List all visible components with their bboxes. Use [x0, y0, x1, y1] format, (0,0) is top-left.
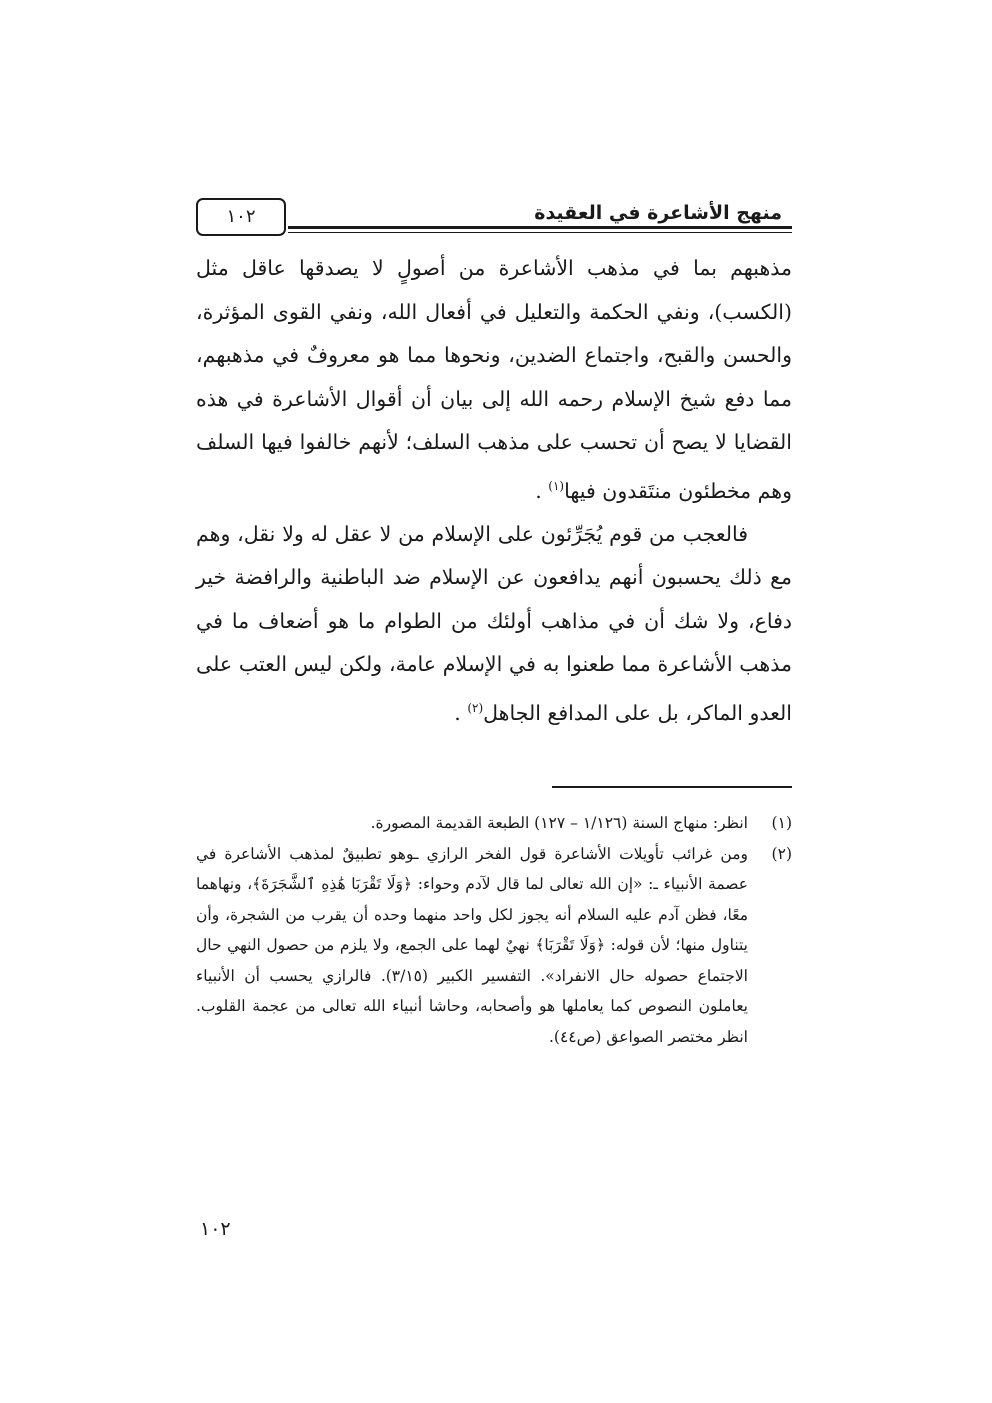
paragraph-1: [196, 247, 792, 513]
book-title: منهج الأشاعرة في العقيدة: [534, 202, 782, 224]
footnote-2: [196, 839, 792, 1053]
paragraph-2: [196, 513, 792, 735]
footnote-ref-2: (٢): [467, 700, 484, 715]
running-header: [196, 196, 792, 240]
header-rule-thin: [288, 232, 792, 233]
paragraph-1-end: .: [535, 478, 542, 503]
paragraph-2-text: فالعجب من قوم يُجَرِّئون على الإسلام من لا عقل له ولا نقل، وهم مع ذلك يحسبون أنهم يدافعون عن الإسلام ضد الباطنية والرافضة خير دفاع، ولا شك أن في مذاهب أولئك من الطوام ما هو أضعاف ما في مذهب الأشاعرة مما طعنوا به في الإسلام عامة، ولكن ليس العتب على العدو الماكر، بل على المدافع الجاهل: [196, 521, 792, 725]
footer-page-number: ١٠٢: [200, 1218, 231, 1240]
footnotes: [196, 808, 792, 1052]
footnote-ref-1: (١): [548, 478, 565, 493]
footnote-2-text: ومن غرائب تأويلات الأشاعرة قول الفخر الرازي ـوهو تطبيقٌ لمذهب الأشاعرة في عصمة الأنبياء ـ: «إن الله تعالى لما قال لآدم وحواء: ﴿وَلَا تَقْرَبَا هَٰذِهِ ٱلشَّجَرَةَ﴾، ونهاهما معًا، فظن آدم عليه السلام أنه يجوز لكل واحد منهما وحده أن يقرب من الشجرة، وأن يتناول منها؛ لأن قوله: ﴿وَلَا تَقْرَبَا﴾ نهيٌ لهما على الجمع، ولا يلزم من حصول النهي حال الاجتماع حصوله حال الانفراد». التفسير الكبير (٣/١٥). فالرازي يحسب أن الأنبياء يعاملون النصوص كما يعاملها هو وأصحابه، وحاشا أنبياء الله تعالى من عجمة القلوب. انظر مختصر الصواعق (ص٤٤).: [196, 844, 748, 1046]
header-page-number: ١٠٢: [196, 198, 286, 236]
footnote-2-number: (٢): [771, 844, 792, 863]
footnote-separator: [552, 786, 792, 788]
footnote-1: [196, 808, 792, 839]
header-rule-thick: [288, 226, 792, 229]
paragraph-1-text: مذهبهم بما في مذهب الأشاعرة من أصولٍ لا يصدقها عاقل مثل (الكسب)، ونفي الحكمة والتعليل في أفعال الله، ونفي القوى المؤثرة، والحسن والقبح، واجتماع الضدين، ونحوها مما هو معروفٌ في مذهبهم، مما دفع شيخ الإسلام رحمه الله إلى بيان أن أقوال الأشاعرة في هذه القضايا لا يصح أن تحسب على مذهب السلف؛ لأنهم خالفوا فيها السلف وهم مخطئون منتَقدون فيها: [196, 256, 792, 503]
footnote-1-text: انظر: منهاج السنة (١/١٢٦ – ١٢٧) الطبعة القديمة المصورة.: [370, 814, 748, 832]
footnote-1-number: (١): [771, 814, 792, 832]
paragraph-2-end: .: [454, 700, 461, 725]
body-text: [196, 247, 792, 735]
